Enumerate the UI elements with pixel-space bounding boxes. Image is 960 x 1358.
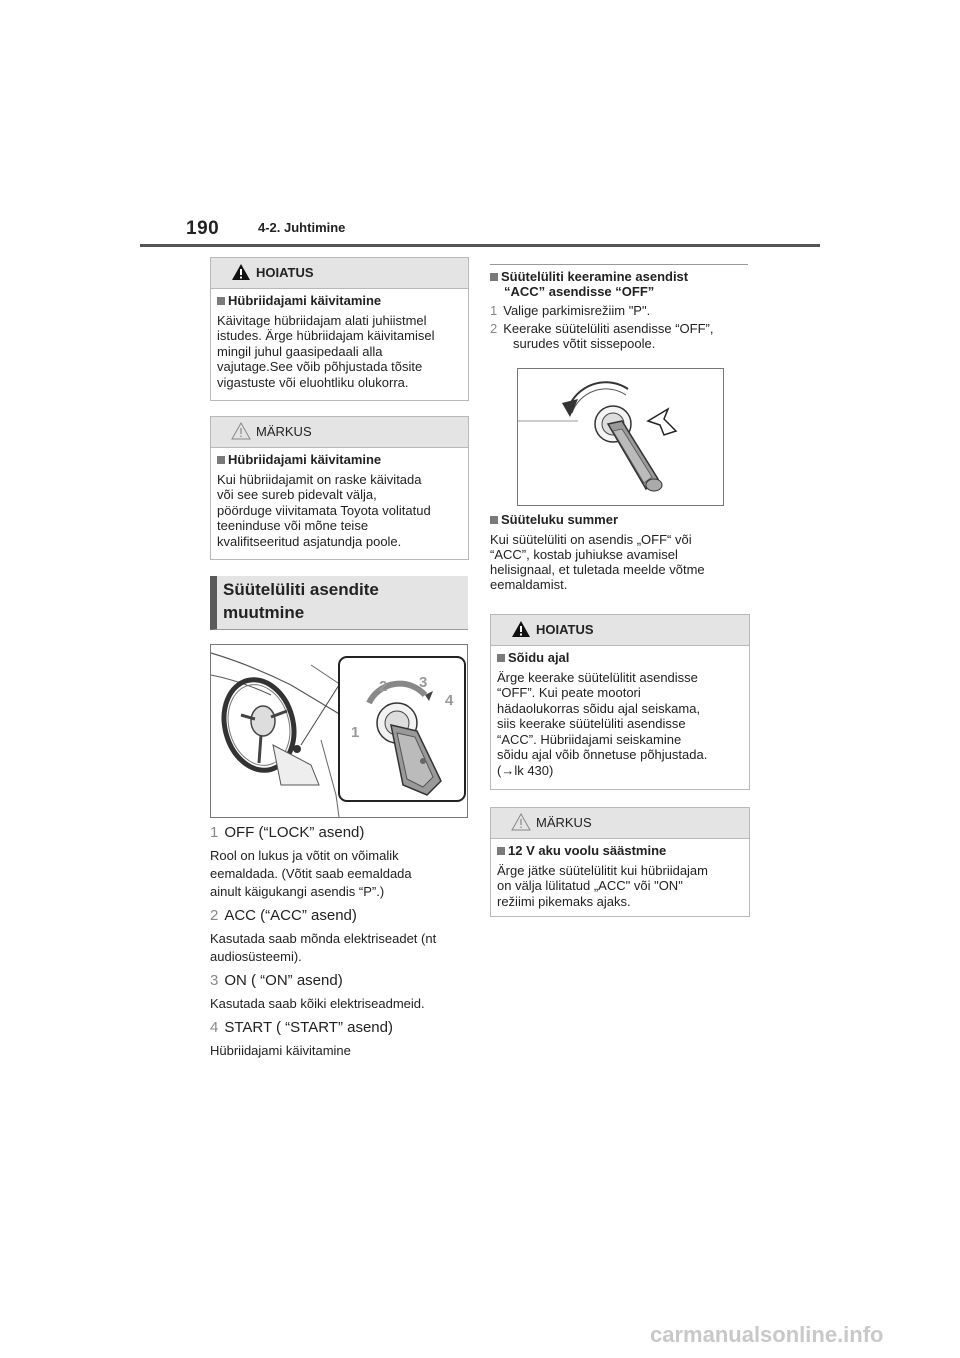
notice-box bbox=[490, 807, 750, 917]
buzzer-section bbox=[490, 512, 752, 592]
illustration-label-2: 2 bbox=[379, 678, 388, 695]
warning-subheading: Sõidu ajal bbox=[497, 650, 743, 666]
notice-header bbox=[211, 417, 468, 448]
steering-wheel-ignition-drawing bbox=[211, 645, 467, 817]
warning-triangle-icon bbox=[231, 263, 251, 281]
list-item-text: Kasutada saab kõiki elektriseadmeid. bbox=[210, 996, 425, 1011]
warning-text-line: siis keerake süütelüliti asendisse bbox=[497, 716, 686, 731]
warning-header bbox=[491, 615, 749, 646]
warning-text-line: istudes. Ärge hübriidajam käivitamisel bbox=[217, 328, 435, 343]
notice-triangle-icon bbox=[511, 813, 531, 831]
page-number: 190 bbox=[186, 218, 220, 239]
list-item-title: 3 ON ( “ON” asend) bbox=[210, 972, 343, 989]
step-item: 2 Keerake süütelüliti asendisse “OFF”, bbox=[490, 321, 714, 336]
key-turn-drawing bbox=[518, 369, 723, 505]
list-item-title: 4 START ( “START” asend) bbox=[210, 1019, 393, 1036]
warning-text-line: “ACC”. Hübriidajami seiskamine bbox=[497, 731, 682, 747]
warning-text-line: vigastuste või eluohtliku olukorra. bbox=[217, 374, 409, 390]
warning-triangle-icon bbox=[511, 620, 531, 638]
list-item-title: 2 ACC (“ACC” asend) bbox=[210, 907, 357, 924]
warning-title: HOIATUS bbox=[256, 265, 314, 280]
step-item: 1 Valige parkimisrežiim "P". bbox=[490, 303, 651, 318]
square-bullet-icon bbox=[217, 456, 225, 464]
warning-box bbox=[490, 614, 750, 790]
square-bullet-icon bbox=[217, 297, 225, 305]
notice-text-line: teeninduse või mõne teise bbox=[217, 518, 369, 533]
warning-box bbox=[210, 257, 469, 401]
square-bullet-icon bbox=[490, 273, 498, 281]
notice-text-line: kvalifitseeritud asjatundja poole. bbox=[217, 533, 402, 549]
subsection-title: Süütelüliti keeramine asendist bbox=[490, 269, 752, 284]
header-divider bbox=[140, 244, 820, 247]
notice-triangle-icon bbox=[231, 422, 251, 440]
warning-text-line: “OFF”. Kui peate mootori bbox=[497, 685, 641, 700]
notice-text-line: on välja lülitatud „ACC" või "ON" bbox=[497, 878, 683, 893]
illustration-label-3: 3 bbox=[419, 674, 428, 691]
warning-subheading: Hübriidajami käivitamine bbox=[217, 293, 462, 309]
notice-subheading: Hübriidajami käivitamine bbox=[217, 452, 462, 468]
notice-box bbox=[210, 416, 469, 560]
notice-text-line: pöörduge viivitamata Toyota volitatud bbox=[217, 502, 431, 518]
notice-title: MÄRKUS bbox=[536, 815, 592, 830]
subsection-title: Süüteluku summer bbox=[490, 512, 752, 527]
notice-text-line: Kui hübriidajamit on raske käivitada bbox=[217, 471, 422, 487]
list-item-text: Kasutada saab mõnda elektriseadet (nt audiosüsteemi). bbox=[210, 931, 437, 964]
notice-text-line: režiimi pikemaks ajaks. bbox=[497, 893, 631, 909]
buzzer-text: Kui süütelüliti on asendis „OFF“ või “ACC”, kostab juhiukse avamisel helisignaal, et tuletada meelde võtme eemaldamist. bbox=[490, 532, 705, 592]
section-heading-line: muutmine bbox=[223, 603, 305, 622]
subsection-title-cont: “ACC” asendisse “OFF” bbox=[504, 284, 655, 299]
key-push-illustration bbox=[517, 368, 724, 506]
warning-title: HOIATUS bbox=[536, 622, 594, 637]
acc-off-section bbox=[490, 269, 752, 351]
notice-subheading: 12 V aku voolu säästmine bbox=[497, 843, 743, 859]
list-item-title: 1 OFF (“LOCK” asend) bbox=[210, 824, 365, 841]
illustration-label-1: 1 bbox=[351, 724, 360, 741]
watermark: carmanualsonline.info bbox=[650, 1322, 884, 1347]
warning-text-line: (→lk 430) bbox=[497, 762, 554, 778]
warning-text-line: mingil juhul gaasipedaali alla bbox=[217, 343, 383, 359]
warning-text-line: Ärge keerake süütelülitit asendisse bbox=[497, 669, 698, 685]
step-item-cont: surudes võtit sissepoole. bbox=[513, 336, 656, 351]
list-item-text: Rool on lukus ja võtit on võimalik eemaldada. (Võtit saab eemaldada ainult käigukangi asendis “P”.) bbox=[210, 848, 412, 899]
warning-text-line: Käivitage hübriidajam alati juhiistmel bbox=[217, 312, 427, 328]
warning-header bbox=[211, 258, 468, 289]
illustration-label-4: 4 bbox=[445, 692, 454, 709]
square-bullet-icon bbox=[497, 654, 505, 662]
notice-text-line: Ärge jätke süütelülitit kui hübriidajam bbox=[497, 862, 708, 878]
section-heading-line: Süütelüliti asendite bbox=[223, 580, 379, 599]
notice-title: MÄRKUS bbox=[256, 424, 312, 439]
square-bullet-icon bbox=[497, 847, 505, 855]
list-item-text: Hübriidajami käivitamine bbox=[210, 1043, 351, 1058]
notice-text-line: või see sureb pidevalt välja, bbox=[217, 487, 377, 502]
notice-header bbox=[491, 808, 749, 839]
warning-text-line: vajutage.See võib põhjustada tõsite bbox=[217, 359, 423, 374]
section-divider bbox=[490, 264, 748, 265]
square-bullet-icon bbox=[490, 516, 498, 524]
section-title: 4-2. Juhtimine bbox=[258, 220, 346, 235]
warning-text-line: hädaolukorras sõidu ajal seiskama, bbox=[497, 700, 701, 716]
warning-text-line: sõidu ajal võib õnnetuse põhjustada. bbox=[497, 747, 708, 762]
ignition-illustration bbox=[210, 644, 468, 818]
ignition-positions-list bbox=[210, 824, 472, 1060]
section-heading bbox=[210, 576, 468, 630]
